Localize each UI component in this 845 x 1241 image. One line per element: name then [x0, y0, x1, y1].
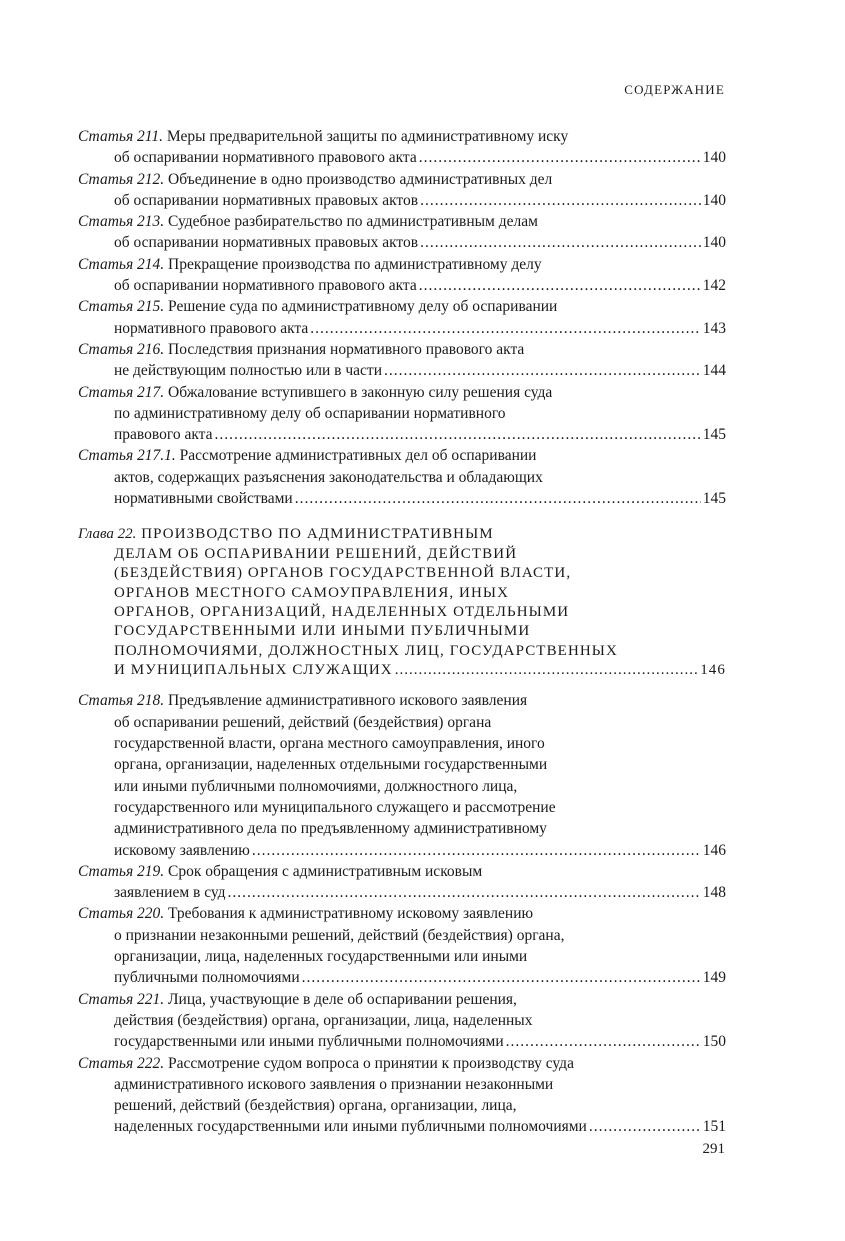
toc-line-text: [114, 275, 417, 296]
toc-line-content: ОРГАНОВ МЕСТНОГО САМОУПРАВЛЕНИЯ, ИНЫХ: [114, 584, 510, 601]
toc-line-content: Срок обращения с административным исковым: [168, 862, 483, 880]
toc-line-content: Прекращение производства по административному делу: [168, 255, 542, 273]
toc-line: [78, 882, 726, 903]
toc-line: [78, 1116, 726, 1137]
toc-page-number: 143: [702, 319, 726, 337]
toc-line-content: государственной власти, органа местного самоуправления, иного: [114, 735, 545, 753]
toc-line: [78, 903, 726, 924]
dot-leader: [589, 1116, 701, 1137]
dot-leader: [302, 967, 701, 988]
toc-line: [78, 690, 726, 711]
toc-line-text: [114, 1076, 553, 1093]
toc-entry-label: Статья 222.: [78, 1054, 165, 1072]
toc-line-text: [78, 384, 552, 401]
toc-entry-label: Статья 221.: [78, 990, 165, 1008]
toc-line: [78, 1010, 726, 1031]
toc-entry-label: Статья 211.: [78, 128, 163, 145]
toc-entry-label: Статья 218.: [78, 692, 165, 710]
toc-line-content: ПРОИЗВОДСТВО ПО АДМИНИСТРАТИВНЫМ: [141, 526, 494, 543]
toc-entry: [78, 861, 726, 904]
toc-line: [78, 467, 726, 488]
toc-line-content: Решение суда по административному делу об оспаривании: [168, 298, 558, 316]
toc-line-text: [114, 546, 517, 562]
toc-line: [78, 525, 726, 544]
toc-line-text: [78, 692, 527, 709]
toc-line-content: наделенных государственными или иными публичными полномочиями: [114, 1118, 587, 1136]
toc-line-text: [114, 643, 618, 659]
toc-line-text: [114, 488, 293, 509]
toc-line: [78, 545, 726, 564]
toc-line-content: об оспаривании нормативных правовых актов: [114, 191, 419, 209]
toc-line-text: [114, 190, 418, 211]
toc-line: [78, 622, 726, 641]
toc-chapter-22: [78, 525, 726, 680]
toc-line: [78, 603, 726, 622]
toc-line-content: по административному делу об оспаривании нормативного: [114, 404, 506, 422]
toc-line-content: ДЕЛАМ ОБ ОСПАРИВАНИИ РЕШЕНИЙ, ДЕЙСТВИЙ: [114, 545, 518, 562]
toc-line-content: органа, организации, наделенных отдельными государственными: [114, 756, 548, 774]
toc-page-number: 151: [702, 1118, 726, 1136]
toc-entry: [78, 296, 726, 339]
toc-line-content: государственного или муниципального служащего и рассмотрение: [114, 798, 556, 816]
toc-line-content: актов, содержащих разъяснения законодательства и обладающих: [114, 468, 543, 486]
toc-line-content: Объединение в одно производство административных дел: [168, 170, 553, 188]
toc-line-content: ГОСУДАРСТВЕННЫМИ ИЛИ ИНЫМИ ПУБЛИЧНЫМИ: [114, 623, 531, 640]
toc-line-content: о признании незаконными решений, действий (бездействия) органа,: [114, 926, 565, 944]
toc-line-content: И МУНИЦИПАЛЬНЫХ СЛУЖАЩИХ: [114, 662, 393, 679]
toc-line-content: Меры предварительной защиты по административному иску: [166, 128, 569, 145]
toc-line: [78, 232, 726, 253]
toc-line-text: [78, 991, 517, 1008]
toc-line: [78, 488, 726, 509]
toc-line: [78, 211, 726, 232]
toc-line-text: [114, 840, 250, 861]
toc-line: [78, 776, 726, 797]
toc-line-text: [78, 298, 557, 315]
toc-line: [78, 861, 726, 882]
toc-page-number: 148: [702, 884, 726, 902]
toc-line: [78, 403, 726, 424]
dot-leader: [395, 661, 698, 680]
toc-page-number: 144: [702, 362, 726, 380]
table-of-contents: [78, 126, 726, 1138]
toc-entry-label: Статья 215.: [78, 298, 165, 316]
toc-entry-label: Статья 220.: [78, 905, 165, 923]
toc-line: [78, 126, 726, 147]
toc-line-content: Обжалование вступившего в законную силу решения суда: [168, 383, 553, 401]
dot-leader: [420, 232, 701, 253]
toc-line-content: публичными полномочиями: [114, 969, 300, 987]
toc-line-text: [114, 469, 543, 486]
toc-line-text: [114, 756, 547, 773]
toc-entry: [78, 690, 726, 860]
toc-line: [78, 712, 726, 733]
toc-line: [78, 967, 726, 988]
toc-page-number: 142: [702, 277, 726, 295]
toc-line-content: административного искового заявления о признании незаконными: [114, 1075, 554, 1093]
toc-entry-label: Статья 212.: [78, 170, 165, 188]
toc-line: [78, 946, 726, 967]
toc-line: [78, 147, 726, 168]
toc-line-text: [114, 360, 382, 381]
toc-line-text: [114, 927, 564, 944]
toc-entry: [78, 903, 726, 988]
dot-leader: [384, 360, 701, 381]
toc-line-content: государственными или иными публичными полномочиями: [114, 1033, 504, 1051]
toc-line-text: [114, 147, 417, 168]
toc-page-number: 149: [702, 969, 726, 987]
toc-line-text: [78, 905, 533, 922]
toc-entry: [78, 445, 726, 509]
toc-line: [78, 1074, 726, 1095]
toc-line: [78, 445, 726, 466]
toc-line-text: [114, 1031, 504, 1052]
dot-leader: [215, 424, 701, 445]
toc-line-content: об оспаривании нормативного правового акта: [114, 149, 417, 167]
toc-line-content: об оспаривании нормативных правовых актов: [114, 234, 419, 252]
toc-line-text: [114, 1012, 532, 1029]
toc-line: [78, 661, 726, 680]
toc-line-content: Последствия признания нормативного правового акта: [168, 340, 525, 358]
toc-line-content: Судебное разбирательство по административным делам: [168, 213, 538, 231]
toc-line-text: [114, 565, 571, 581]
toc-line: [78, 642, 726, 661]
toc-entry: [78, 1053, 726, 1138]
toc-line-content: Рассмотрение административных дел об оспаривании: [179, 447, 537, 465]
dot-leader: [420, 190, 701, 211]
dot-leader: [295, 488, 701, 509]
dot-leader: [419, 275, 701, 296]
running-header: СОДЕРЖАНИЕ: [624, 82, 725, 97]
toc-line-text: [114, 232, 418, 253]
toc-line: [78, 797, 726, 818]
toc-line-text: [114, 623, 530, 639]
toc-line-text: [114, 820, 547, 837]
toc-line: [78, 754, 726, 775]
dot-leader: [310, 318, 700, 339]
toc-line-text: [78, 1055, 574, 1072]
toc-page-number: 140: [702, 191, 726, 209]
toc-entry-label: Статья 219.: [78, 862, 165, 880]
toc-line: [78, 840, 726, 861]
dot-leader: [506, 1031, 701, 1052]
toc-line: [78, 989, 726, 1010]
dot-leader: [228, 882, 701, 903]
toc-line-text: [78, 171, 552, 188]
toc-line-content: Предъявление административного искового заявления: [168, 692, 528, 710]
toc-line: [78, 564, 726, 583]
toc-line-text: [78, 128, 568, 145]
toc-entry-label: Глава 22.: [78, 526, 137, 543]
toc-entry: [78, 382, 726, 446]
toc-page-number: 140: [702, 149, 726, 167]
toc-line-content: об оспаривании нормативного правового акта: [114, 277, 417, 295]
toc-line-content: ОРГАНОВ, ОРГАНИЗАЦИЙ, НАДЕЛЕННЫХ ОТДЕЛЬНЫМИ: [114, 603, 570, 620]
toc-line: [78, 733, 726, 754]
toc-line-text: [114, 405, 506, 422]
dot-leader: [252, 840, 701, 861]
toc-entry-label: Статья 216.: [78, 340, 165, 358]
toc-line-text: [78, 256, 542, 273]
toc-line: [78, 190, 726, 211]
toc-entry: [78, 339, 726, 382]
toc-line-text: [78, 526, 494, 542]
toc-entry-label: Статья 217.1.: [78, 447, 176, 465]
toc-line-text: [114, 967, 300, 988]
toc-line: [78, 254, 726, 275]
toc-page-number: 150: [702, 1033, 726, 1051]
toc-line-text: [114, 882, 226, 903]
toc-line: [78, 318, 726, 339]
toc-page-number: 146: [702, 841, 726, 859]
toc-line-text: [78, 447, 536, 464]
toc-line-text: [114, 1097, 517, 1114]
toc-line-text: [114, 778, 517, 795]
toc-line-text: [78, 341, 524, 358]
toc-line-content: правового акта: [114, 426, 213, 444]
toc-line-content: об оспаривании решений, действий (бездействия) органа: [114, 713, 492, 731]
toc-line: [78, 1095, 726, 1116]
toc-line-content: нормативного правового акта: [114, 319, 309, 337]
toc-line: [78, 382, 726, 403]
toc-entry-label: Статья 217.: [78, 383, 165, 401]
toc-line-text: [114, 318, 308, 339]
toc-line-content: ПОЛНОМОЧИЯМИ, ДОЛЖНОСТНЫХ ЛИЦ, ГОСУДАРСТВЕННЫХ: [114, 642, 618, 659]
toc-line-text: [114, 424, 213, 445]
toc-group-articles-211-217: [78, 126, 726, 509]
toc-line-content: решений, действий (бездействия) органа, организации, лица,: [114, 1097, 517, 1115]
toc-line-text: [114, 661, 393, 680]
toc-line-content: или иными публичными полномочиями, должностного лица,: [114, 777, 518, 795]
toc-page-number: 140: [702, 234, 726, 252]
toc-page-number: 145: [702, 426, 726, 444]
dot-leader: [419, 147, 701, 168]
toc-entry-label: Статья 213.: [78, 213, 165, 231]
toc-line-text: [114, 714, 491, 731]
toc-line: [78, 360, 726, 381]
toc-line-text: [78, 863, 482, 880]
toc-line: [78, 1031, 726, 1052]
toc-line: [78, 424, 726, 445]
toc-line-text: [114, 735, 545, 752]
toc-line-text: [114, 948, 527, 965]
toc-line-text: [114, 799, 556, 816]
toc-line-content: организации, лица, наделенных государственными или иными: [114, 948, 528, 966]
toc-line-content: не действующим полностью или в части: [114, 362, 382, 380]
toc-group-articles-218-222: [78, 690, 726, 1137]
toc-page-number: 145: [702, 490, 726, 508]
toc-line: [78, 584, 726, 603]
toc-line-text: [114, 1116, 587, 1137]
toc-line-text: [114, 585, 509, 601]
page-number: 291: [702, 1141, 725, 1157]
toc-line-content: заявлением в суд: [114, 884, 226, 902]
toc-line: [78, 169, 726, 190]
toc-line: [78, 1053, 726, 1074]
toc-line: [78, 275, 726, 296]
toc-line-content: исковому заявлению: [114, 841, 250, 859]
toc-line: [78, 339, 726, 360]
toc-line-text: [114, 604, 569, 620]
toc-entry: [78, 126, 726, 169]
toc-entry: [78, 169, 726, 212]
toc-line-content: Требования к административному исковому заявлению: [168, 905, 534, 923]
toc-line-text: [78, 213, 538, 230]
toc-line-content: действия (бездействия) органа, организации, лица, наделенных: [114, 1011, 533, 1029]
toc-entry: [78, 254, 726, 297]
toc-line-content: нормативными свойствами: [114, 490, 293, 508]
toc-line-content: административного дела по предъявленному административному: [114, 820, 547, 838]
toc-line: [78, 296, 726, 317]
toc-entry: [78, 211, 726, 254]
toc-line-content: Рассмотрение судом вопроса о принятии к производству суда: [168, 1054, 574, 1072]
toc-entry: [78, 989, 726, 1053]
toc-entry-label: Статья 214.: [78, 255, 165, 273]
toc-line: [78, 925, 726, 946]
toc-line-content: (БЕЗДЕЙСТВИЯ) ОРГАНОВ ГОСУДАРСТВЕННОЙ ВЛАСТИ,: [114, 565, 572, 582]
toc-page-number: 146: [700, 662, 726, 679]
toc-line-content: Лица, участвующие в деле об оспаривании решения,: [168, 990, 517, 1008]
toc-line: [78, 818, 726, 839]
